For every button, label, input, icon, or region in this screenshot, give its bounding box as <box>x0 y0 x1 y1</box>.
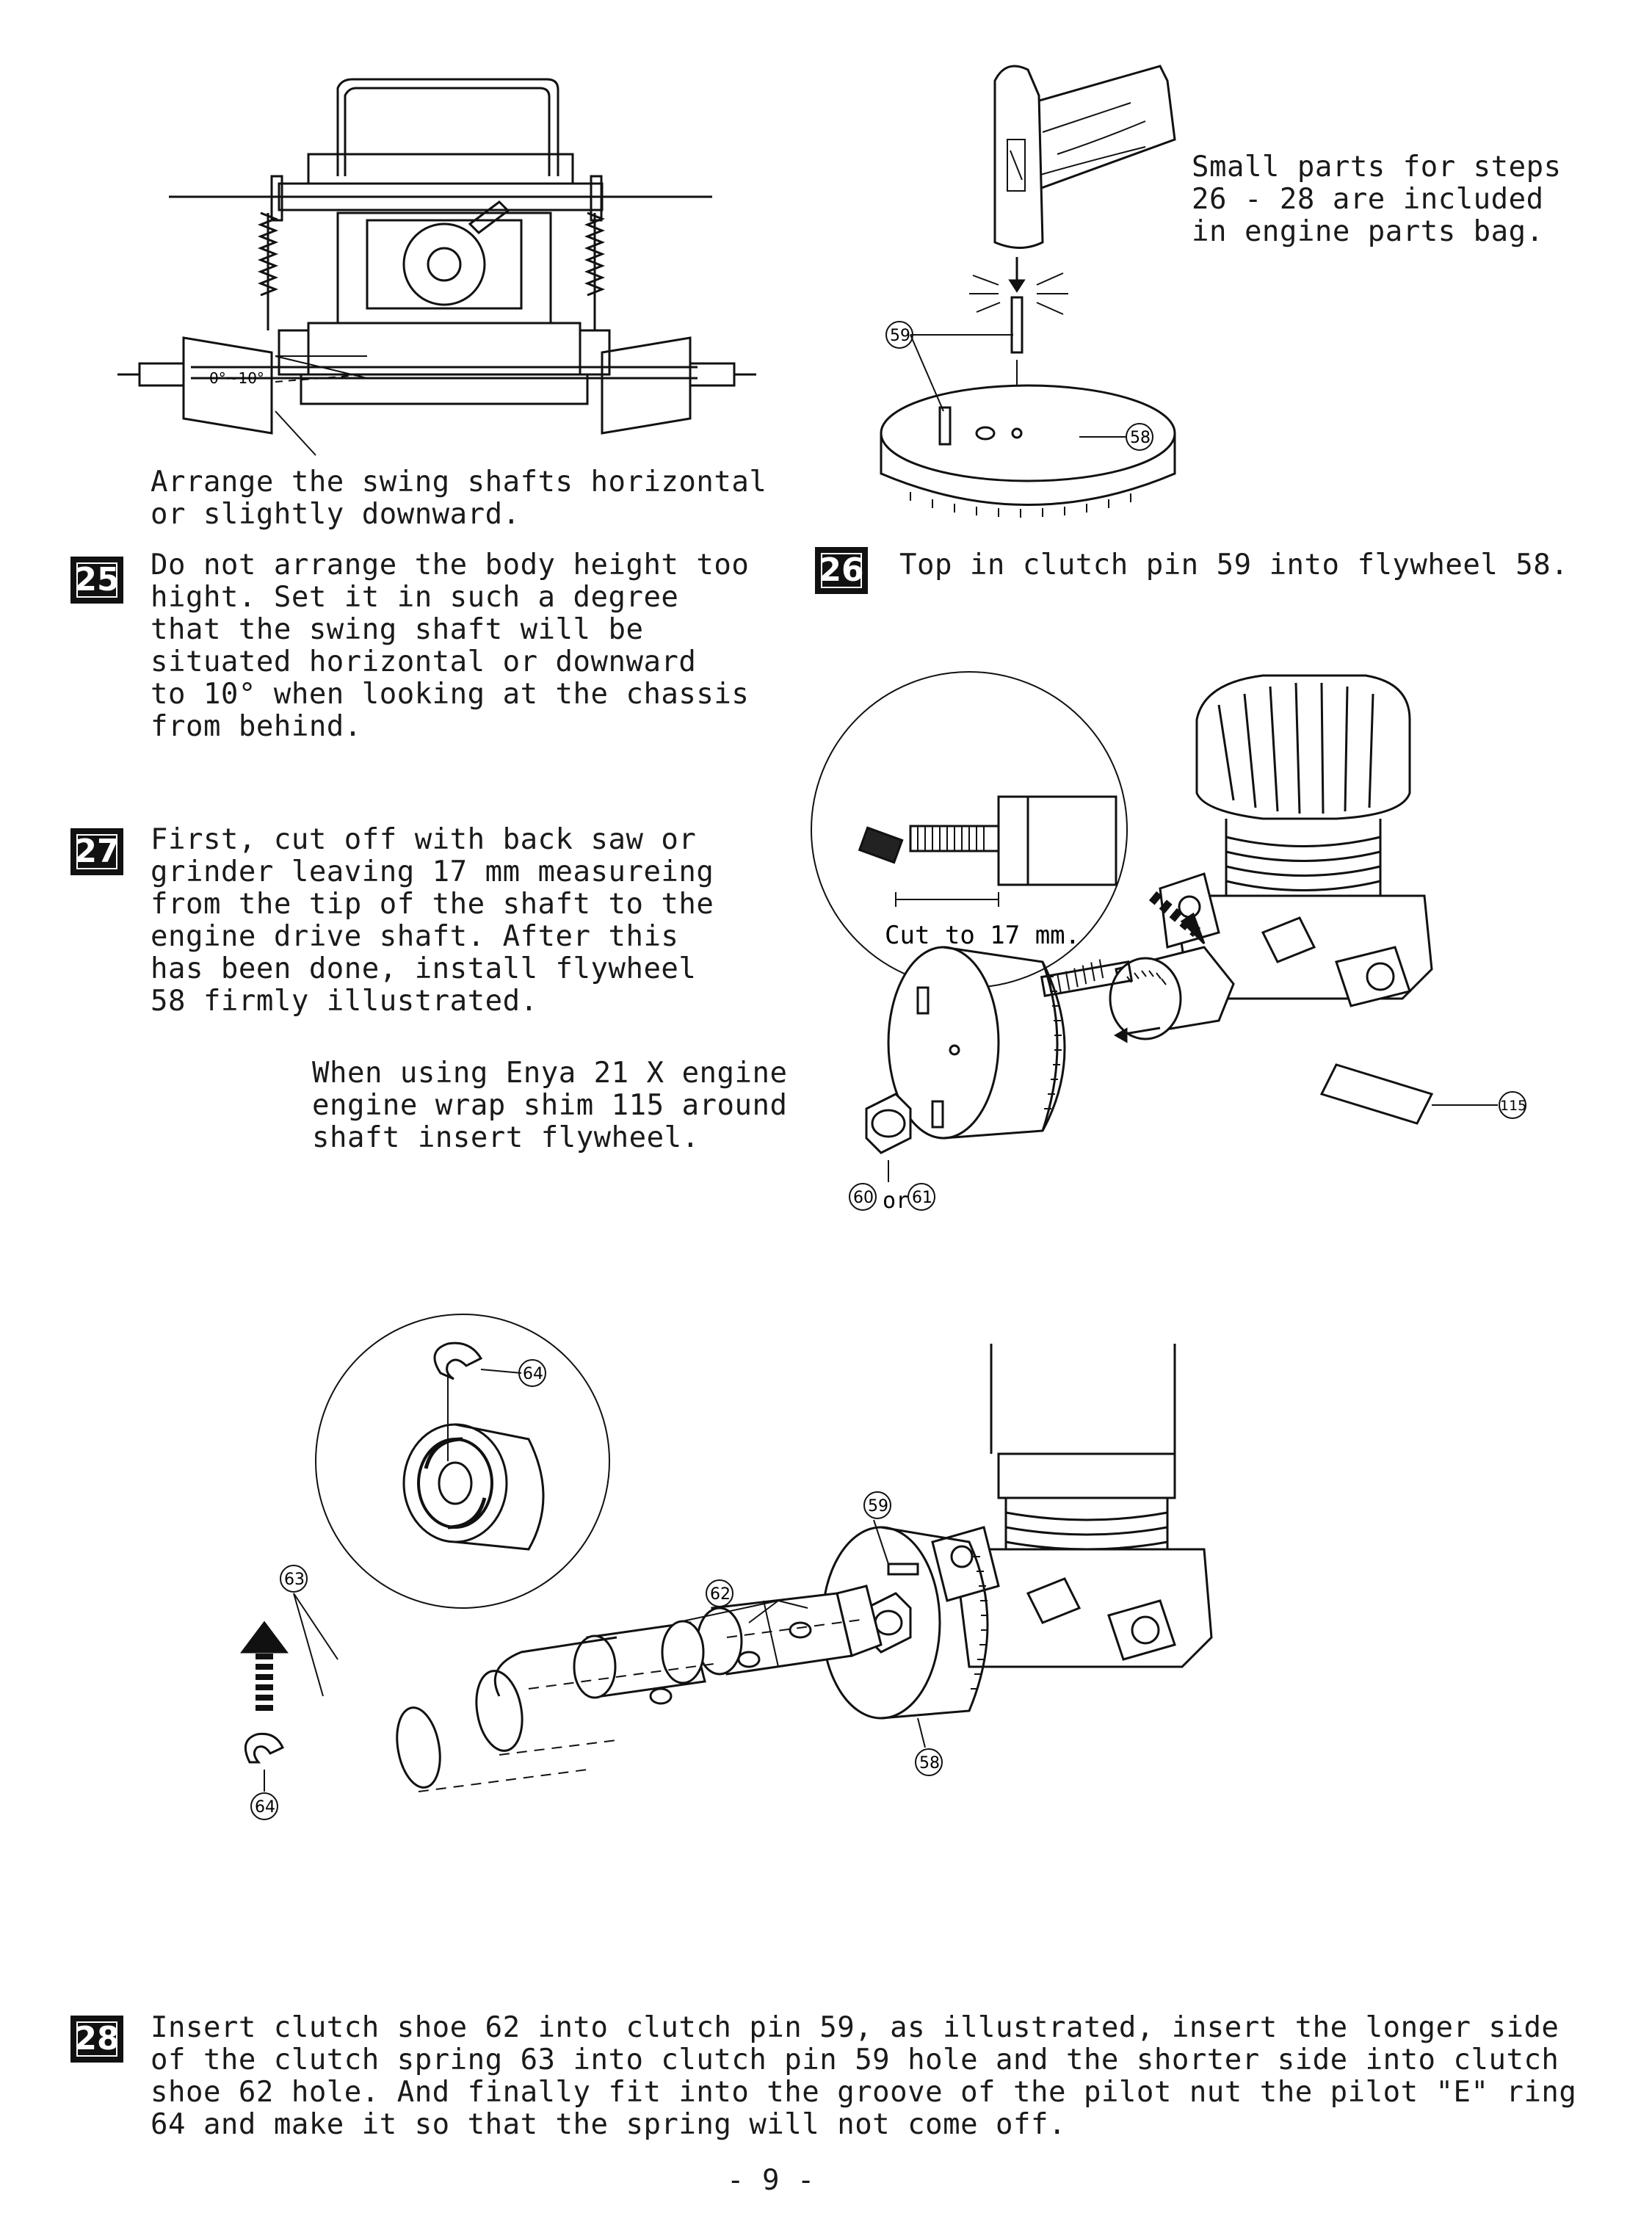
step27-enya-note: When using Enya 21 X engine engine wrap shim 115 around shaft insert flywheel. <box>312 1057 788 1154</box>
flywheel-callout-58: 58 <box>1130 429 1151 447</box>
step25-badge <box>70 557 123 604</box>
step26-number: 26 <box>818 550 865 591</box>
step26-body: Top in clutch pin 59 into flywheel 58. <box>899 548 1569 582</box>
step26-badge <box>815 547 868 594</box>
pin-callout-59: 59 <box>868 1497 888 1516</box>
step27-badge <box>70 828 123 875</box>
or-word: or <box>883 1188 910 1214</box>
angle-label: 0°~10° <box>209 369 264 387</box>
step26-note: Small parts for steps 26 - 28 are included in engine parts bag. <box>1192 151 1562 248</box>
page-number: - 9 - <box>727 2164 815 2197</box>
nut-callout-60: 60 <box>853 1189 874 1207</box>
engine-flywheel-figure <box>822 653 1586 1226</box>
step27-body: First, cut off with back saw or grinder leaving 17 mm measureing from the tip of the shaft to the engine drive shaft. After this has been done, install flywheel 58 firmly illustrated. <box>151 823 714 1018</box>
step25-number: 25 <box>73 560 120 601</box>
ering-callout-64-top: 64 <box>523 1365 543 1383</box>
shoe-callout-62: 62 <box>710 1585 731 1604</box>
spring-callout-63: 63 <box>284 1571 305 1589</box>
shim-callout-115: 115 <box>1500 1098 1527 1114</box>
step27-number: 27 <box>73 831 120 872</box>
nut-callout-61: 61 <box>912 1189 932 1207</box>
step28-badge <box>70 2016 123 2063</box>
flywheel-callout-58-bottom: 58 <box>919 1754 940 1773</box>
step25-caption: Arrange the swing shafts horizontal or slightly downward. <box>151 466 767 531</box>
step28-number: 28 <box>73 2018 120 2060</box>
flywheel-callout-59: 59 <box>890 327 910 345</box>
step28-body: Insert clutch shoe 62 into clutch pin 59, as illustrated, insert the longer side of the clutch spring 63 into clutch pin 59 hole and the shorter side into clutch shoe 62 hole. And finally fit into the groove of the pilot nut the pilot "E" ring 64 and make it so that the spring will not come off. <box>151 2011 1577 2141</box>
step25-body: Do not arrange the body height too hight. Set it in such a degree that the swing shaft will be situated horizontal or downward to 10° when looking at the chassis from behind. <box>151 548 750 743</box>
hammer-flywheel-figure <box>866 51 1204 521</box>
chassis-rear-view-figure <box>125 66 749 463</box>
ering-callout-64-bottom: 64 <box>255 1798 275 1817</box>
cut-length-label: Cut to 17 mm. <box>885 921 1081 950</box>
clutch-assembly-figure <box>255 1329 1263 1916</box>
